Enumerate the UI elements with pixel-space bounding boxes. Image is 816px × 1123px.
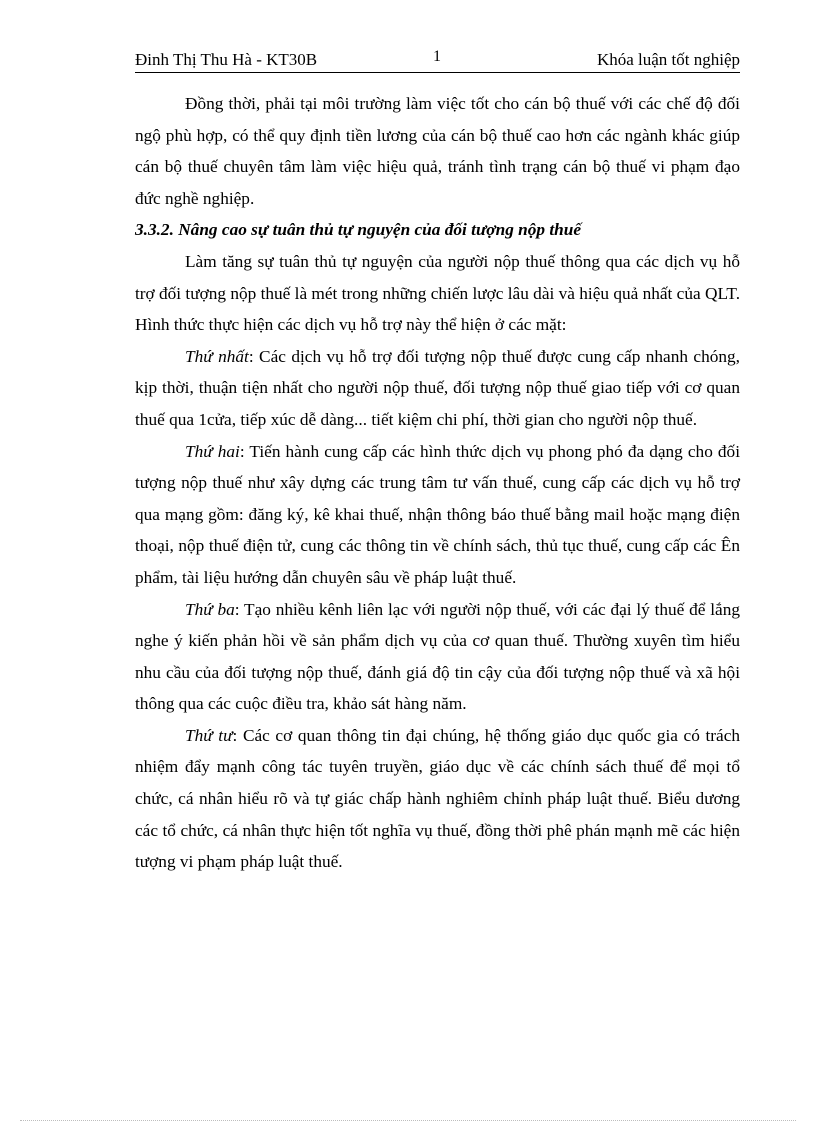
paragraph-5-text: : Tạo nhiều kênh liên lạc với người nộp thuế, với các đại lý thuế để lắng nghe ý kiến phản hồi về sản phẩm dịch vụ của cơ quan thuế. Thường xuyên tìm hiểu nhu cầu của đối tượng nộp thuế, đánh giá độ tin cậy của đối tượng nộp thuế và xã hội thông qua các cuộc điều tra, khảo sát hàng năm. [135, 599, 740, 714]
paragraph-3 [135, 341, 740, 436]
paragraph-4-text: : Tiến hành cung cấp các hình thức dịch vụ phong phó đa dạng cho đối tượng nộp thuế như xây dựng các trung tâm tư vấn thuế, cung cấp các dịch vụ hỗ trợ qua mạng gồm: đăng ký, kê khai thuế, nhận thông báo thuế bằng mail hoặc mạng điện thoại, nộp thuế điện tử, cung các thông tin về chính sách, thủ tục thuế, cung cấp các Ên phẩm, tài liệu hướng dẫn chuyên sâu về pháp luật thuế. [135, 441, 740, 587]
paragraph-4 [135, 436, 740, 594]
page-header [135, 46, 740, 73]
paragraph-3-lead: Thứ nhất [185, 346, 249, 366]
paragraph-6 [135, 720, 740, 878]
page-bottom-divider [20, 1120, 796, 1121]
section-heading: 3.3.2. Nâng cao sự tuân thủ tự nguyện của đối tượng nộp thuế [135, 220, 582, 240]
paragraph-1: Đồng thời, phải tại môi trường làm việc tốt cho cán bộ thuế với các chế độ đối ngộ phù hợp, có thể quy định tiền lương của cán bộ thuế cao hơn các ngành khác giúp cán bộ thuế chuyên tâm làm việc hiệu quả, tránh tình trạng cán bộ thuế vi phạm đạo đức nghề nghiệp. [135, 94, 740, 208]
paragraph-4-lead: Thứ hai [185, 441, 240, 461]
paragraph-2: Làm tăng sự tuân thủ tự nguyện của người nộp thuế thông qua các dịch vụ hỗ trợ đối tượng nộp thuế là mét trong những chiến lược lâu dài và hiệu quả nhất của QLT. Hình thức thực hiện các dịch vụ hỗ trợ này thể hiện ở các mặt: [135, 251, 741, 335]
document-body [135, 88, 740, 878]
paragraph-6-lead: Thứ tư [185, 725, 233, 745]
header-doc-title: Khóa luận tốt nghiệp [596, 50, 740, 69]
header-page-number: 1 [433, 48, 441, 65]
paragraph-5 [135, 594, 740, 720]
paragraph-6-text: : Các cơ quan thông tin đại chúng, hệ thống giáo dục quốc gia có trách nhiệm đẩy mạnh công tác tuyên truyền, giáo dục về các chính sách thuế để mọi tổ chức, cá nhân hiểu rõ và tự giác chấp hành nghiêm chỉnh pháp luật thuế. Biểu dương các tổ chức, cá nhân thực hiện tốt nghĩa vụ thuế, đồng thời phê phán mạnh mẽ các hiện tượng vi phạm pháp luật thuế. [135, 725, 741, 872]
header-author: Đinh Thị Thu Hà - KT30B [135, 50, 318, 69]
paragraph-3-text: : Các dịch vụ hỗ trợ đối tượng nộp thuế được cung cấp nhanh chóng, kịp thời, thuận tiện nhất cho người nộp thuế, đối tượng nộp thuế giao tiếp với cơ quan thuế qua 1cửa, tiếp xúc dễ dàng... tiết kiệm chi phí, thời gian cho người nộp thuế. [135, 346, 740, 429]
paragraph-5-lead: Thứ ba [185, 599, 235, 619]
